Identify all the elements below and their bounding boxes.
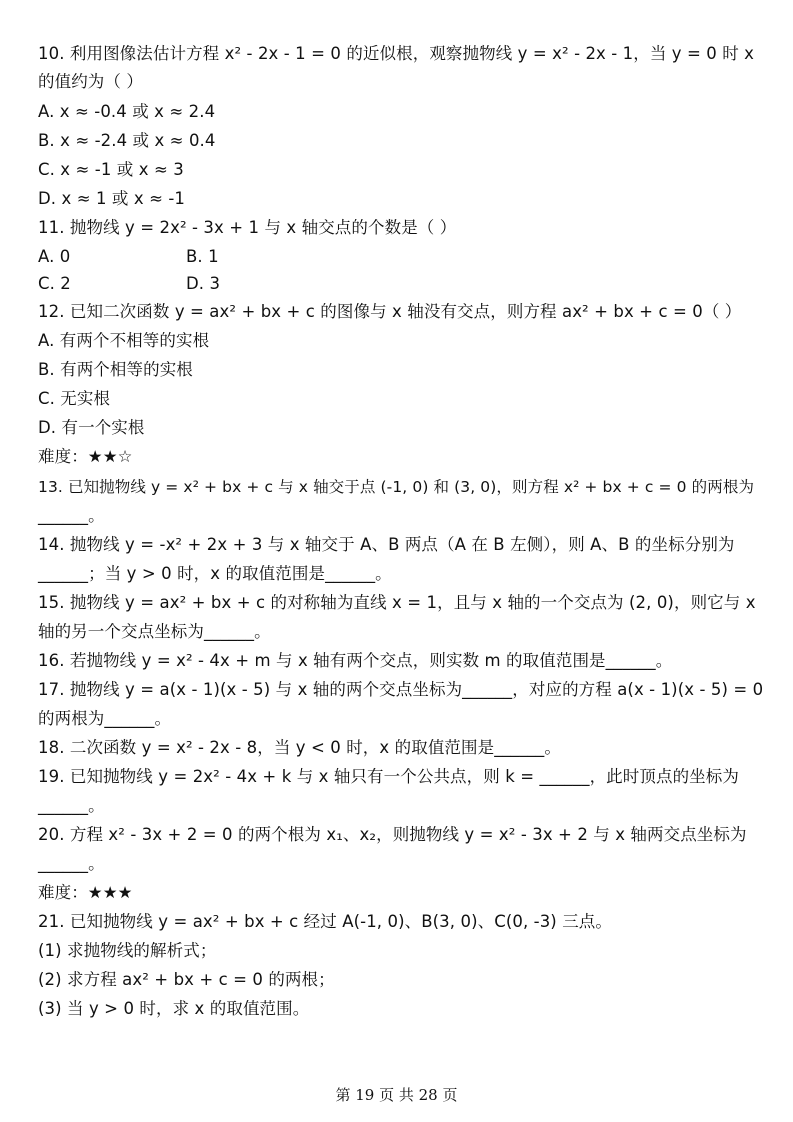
question-11-option-b: B. 1 <box>186 247 219 266</box>
question-21-part-3: (3) 当 y > 0 时，求 x 的取值范围。 <box>38 999 310 1018</box>
question-12: 12. 已知二次函数 y = ax² + bx + c 的图像与 x 轴没有交点，则方程 ax² + bx + c = 0（ ） <box>38 302 742 321</box>
question-12-option-d: D. 有一个实根 <box>38 418 145 437</box>
question-16: 16. 若抛物线 y = x² - 4x + m 与 x 轴有两个交点，则实数 m 的取值范围是______。 <box>38 651 673 670</box>
question-10-line-2: 的值约为（ ） <box>38 72 143 91</box>
question-14-line-1: 14. 抛物线 y = -x² + 2x + 3 与 x 轴交于 A、B 两点（A 在 B 左侧），则 A、B 的坐标分别为 <box>38 535 735 554</box>
difficulty-label-2: 难度：★★☆ <box>38 447 133 466</box>
question-12-option-c: C. 无实根 <box>38 389 111 408</box>
question-14-line-2: ______；当 y > 0 时，x 的取值范围是______。 <box>38 564 392 583</box>
question-12-option-b: B. 有两个相等的实根 <box>38 360 193 379</box>
question-19-line-1: 19. 已知抛物线 y = 2x² - 4x + k 与 x 轴只有一个公共点，则 k = ______，此时顶点的坐标为 <box>38 767 739 786</box>
question-15-line-1: 15. 抛物线 y = ax² + bx + c 的对称轴为直线 x = 1，且与 x 轴的一个交点为 (2, 0)，则它与 x <box>38 593 756 612</box>
question-11-option-a: A. 0 <box>38 247 71 266</box>
question-11: 11. 抛物线 y = 2x² - 3x + 1 与 x 轴交点的个数是（ ） <box>38 218 457 237</box>
question-10-option-b: B. x ≈ -2.4 或 x ≈ 0.4 <box>38 131 216 150</box>
question-21: 21. 已知抛物线 y = ax² + bx + c 经过 A(-1, 0)、B(3, 0)、C(0, -3) 三点。 <box>38 912 612 931</box>
question-11-option-c: C. 2 <box>38 274 71 293</box>
question-12-option-a: A. 有两个不相等的实根 <box>38 331 210 350</box>
question-13-line-1: 13. 已知抛物线 y = x² + bx + c 与 x 轴交于点 (-1, 0) 和 (3, 0)，则方程 x² + bx + c = 0 的两根为 <box>38 478 755 496</box>
question-21-part-2: (2) 求方程 ax² + bx + c = 0 的两根； <box>38 970 335 989</box>
question-19-line-2: ______。 <box>38 796 105 815</box>
question-20-line-2: ______。 <box>38 854 105 873</box>
question-17-line-2: 的两根为______。 <box>38 709 172 728</box>
question-18: 18. 二次函数 y = x² - 2x - 8，当 y < 0 时，x 的取值范围是______。 <box>38 738 561 757</box>
question-17-line-1: 17. 抛物线 y = a(x - 1)(x - 5) 与 x 轴的两个交点坐标为______，对应的方程 a(x - 1)(x - 5) = 0 <box>38 680 764 699</box>
question-20-line-1: 20. 方程 x² - 3x + 2 = 0 的两个根为 x₁、x₂，则抛物线 y = x² - 3x + 2 与 x 轴两交点坐标为 <box>38 825 747 844</box>
question-11-option-d: D. 3 <box>186 274 221 293</box>
question-13-line-2: ______。 <box>38 506 105 525</box>
question-10-option-c: C. x ≈ -1 或 x ≈ 3 <box>38 160 184 179</box>
question-10-option-a: A. x ≈ -0.4 或 x ≈ 2.4 <box>38 102 216 121</box>
question-10-line-1: 10. 利用图像法估计方程 x² - 2x - 1 = 0 的近似根，观察抛物线 y = x² - 2x - 1，当 y = 0 时 x <box>38 44 755 63</box>
page-number-footer: 第 19 页 共 28 页 <box>335 1086 458 1104</box>
question-21-part-1: (1) 求抛物线的解析式； <box>38 941 217 960</box>
question-10-option-d: D. x ≈ 1 或 x ≈ -1 <box>38 189 185 208</box>
question-15-line-2: 轴的另一个交点坐标为______。 <box>38 622 271 641</box>
difficulty-label-3: 难度：★★★ <box>38 883 133 902</box>
